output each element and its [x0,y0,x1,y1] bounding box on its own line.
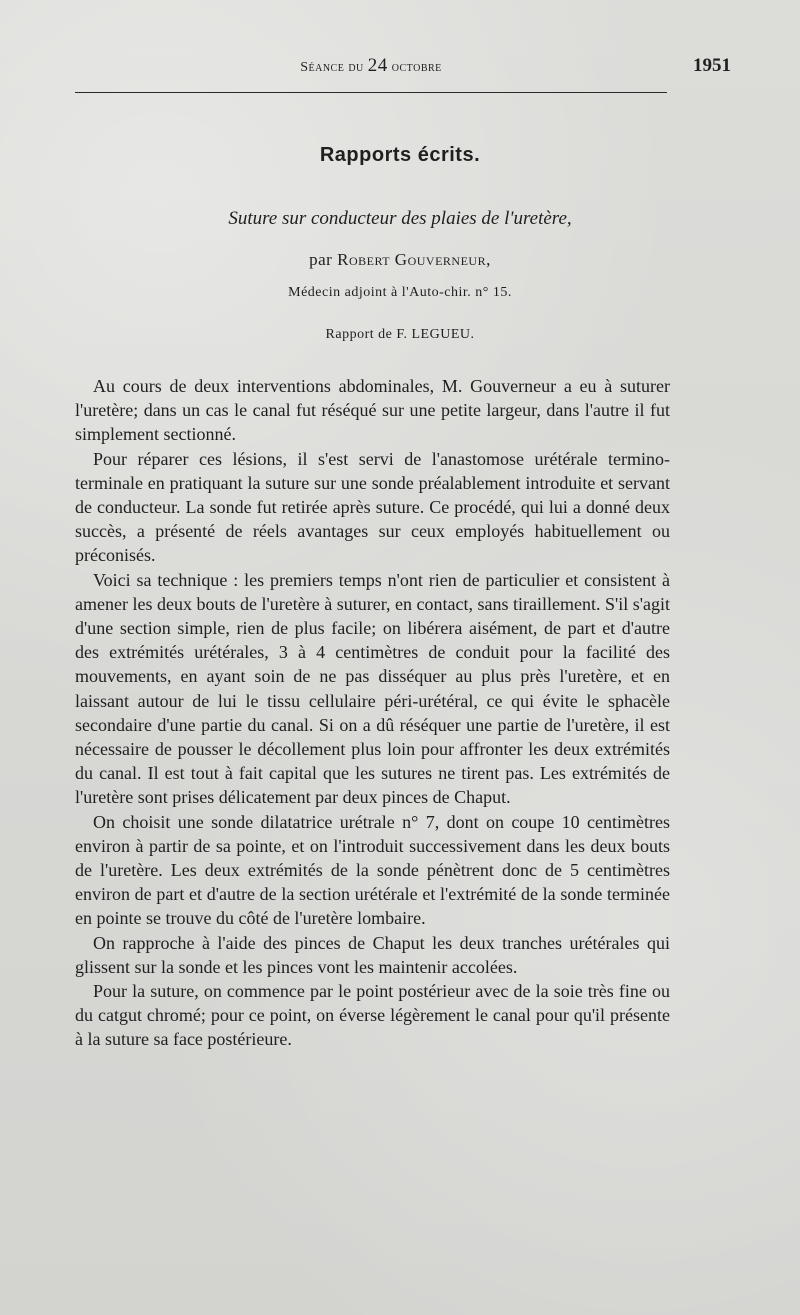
author-affiliation: Médecin adjoint à l'Auto-chir. n° 15. [288,285,512,300]
page-number: 1951 [693,55,731,76]
header-rule [75,92,667,93]
article-subtitle: Suture sur conducteur des plaies de l'uretère, [228,208,572,229]
paragraph: Voici sa technique : les premiers temps n'ont rien de particulier et consistent à amener les deux bouts de l'uretère à suturer, en contact, sans tiraillement. S'il s'agit d'une section simple, rien de plus facile; on libérera aisément, de part et d'autre des extrémités urétérales, 3 à 4 centimètres de conduit pour la facilité des mouvements, en ayant soin de ne pas disséquer au plus près l'uretère, et en laissant autour de lui le tissu cellulaire péri-urétéral, ce qui évite le sphacèle secondaire d'une partie du canal. Si on a dû réséquer une partie de l'uretère, il est nécessaire de pousser le décollement plus loin pour affronter les deux extrémités du canal. Il est tout à fait capital que les sutures ne tirent pas. Les extrémités de l'uretère sont prises délicatement par deux pinces de Chaput. [75,569,670,808]
running-title-suffix: octobre [387,60,442,75]
running-header [75,55,731,77]
paragraph: Pour réparer ces lésions, il s'est servi de l'anastomose urétérale termino-terminale en pratiquant la suture sur une sonde préalablement introduite et servant de conducteur. La sonde fut retirée après suture. Ce procédé, qui lui a donné deux succès, a présenté de réels avantages sur ceux employés habituellement ou préconisés. [75,448,670,566]
section-title: Rapports écrits. [319,144,481,166]
paragraph: On choisit une sonde dilatatrice urétrale n° 7, dont on coupe 10 centimètres environ à partir de sa pointe, et on l'introduit successivement dans les deux bouts de l'uretère. Les deux extrémités de la sonde pénètrent donc de 5 centimètres environ de part et d'autre de la section urétérale et l'extrémité de la sonde terminée en pointe se trouve du côté de l'uretère lombaire. [75,811,670,929]
paragraph: Au cours de deux interventions abdominales, M. Gouverneur a eu à suturer l'uretère; dans un cas le canal fut réséqué sur une petite largeur, dans l'autre il fut simplement sectionné. [75,376,670,445]
byline-author: Robert Gouverneur, [337,250,491,269]
paragraph: On rapproche à l'aide des pinces de Chaput les deux tranches urétérales qui glissent sur la sonde et les pinces vont les maintenir accolées. [75,932,670,977]
byline-prefix: par [309,250,338,269]
running-title-date: 24 [367,55,388,76]
running-title-prefix: Séance du [300,60,368,75]
rapport-by: Rapport de F. LEGUEU. [325,327,475,342]
body-text [75,374,670,1052]
running-title [75,55,667,77]
paragraph: Pour la suture, on commence par le point postérieur avec de la soie très fine ou du catgut chromé; pour ce point, on éverse légèrement le canal pour qu'il présente à la suture sa face postérieure. [75,981,670,1050]
byline [0,250,800,270]
